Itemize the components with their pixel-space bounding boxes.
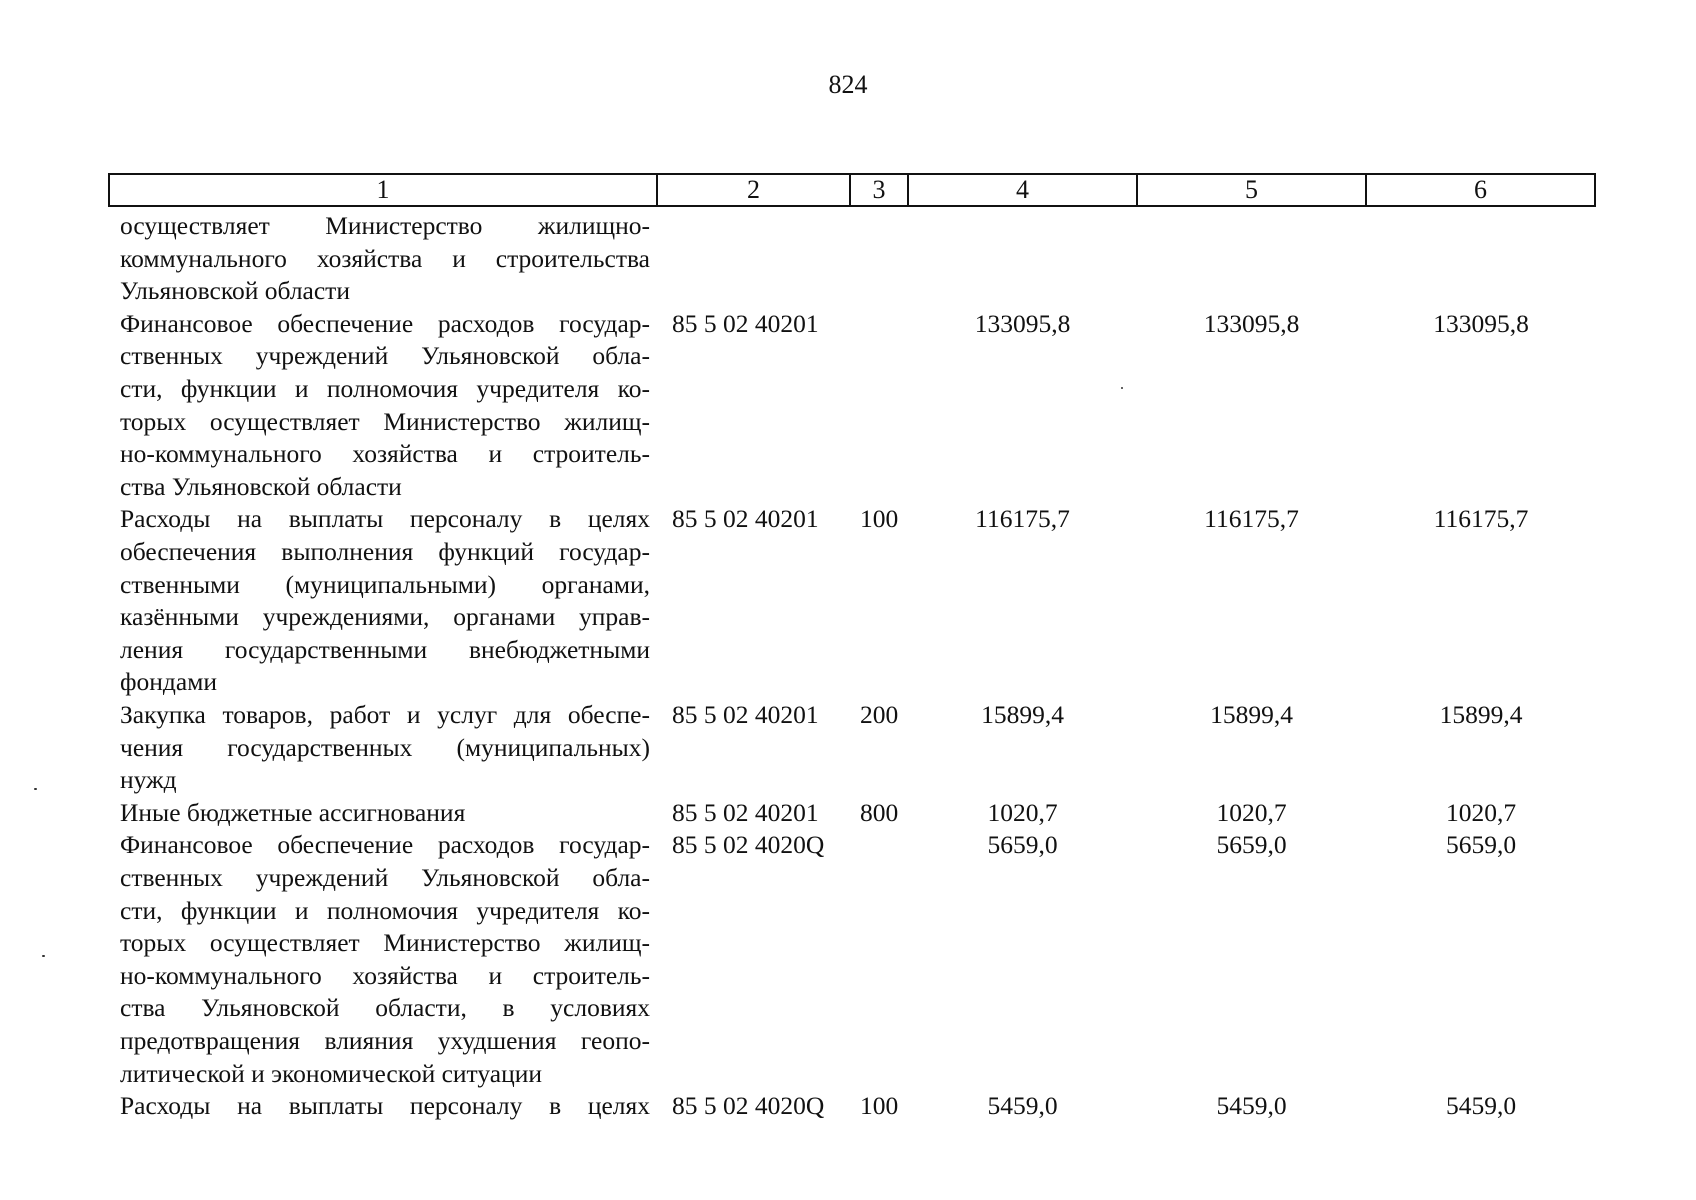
- row-description-line: обеспечения выполнения функций государ-: [120, 536, 650, 566]
- row-code: 85 5 02 4020Q: [672, 830, 825, 860]
- row-description-line: чения государственных (муниципальных): [120, 732, 650, 762]
- row-description: [120, 1090, 650, 1123]
- row-value-col5: 116175,7: [1204, 504, 1299, 534]
- table-row: [0, 210, 1696, 308]
- row-description-line: Финансовое обеспечение расходов государ-: [120, 308, 650, 338]
- header-col-3: 3: [851, 175, 909, 205]
- row-value-col4: 116175,7: [975, 504, 1070, 534]
- row-value-col4: 5459,0: [987, 1091, 1058, 1121]
- row-code: 85 5 02 4020Q: [672, 1091, 825, 1121]
- row-description-line: сти, функции и полномочия учредителя ко-: [120, 373, 650, 403]
- row-description: [120, 503, 650, 699]
- row-description-line: Финансовое обеспечение расходов государ-: [120, 830, 650, 860]
- row-description: [120, 308, 650, 504]
- row-description-line: сти, функции и полномочия учредителя ко-: [120, 895, 650, 925]
- row-value-col6: 116175,7: [1433, 504, 1529, 534]
- row-description: [120, 797, 650, 830]
- row-description: [120, 829, 650, 1090]
- row-description-line: торых осуществляет Министерство жилищ-: [120, 406, 650, 436]
- row-value-col5: 1020,7: [1216, 797, 1287, 827]
- header-col-4: 4: [909, 175, 1138, 205]
- row-description-line: ления государственными внебюджетными: [120, 634, 650, 664]
- header-col-1: 1: [110, 175, 658, 205]
- row-value-col4: 1020,7: [987, 797, 1058, 827]
- page-number: 824: [828, 70, 868, 99]
- table-row: [0, 829, 1696, 1090]
- scan-speck: [1121, 387, 1123, 389]
- row-description-line: ства Ульяновской области, в условиях: [120, 993, 650, 1023]
- row-description-line: казёнными учреждениями, органами управ-: [120, 602, 650, 632]
- row-description-line: осуществляет Министерство жилищно-: [120, 211, 650, 240]
- row-code: 85 5 02 40201: [672, 700, 819, 729]
- row-expense-type: 100: [860, 504, 899, 534]
- row-description-line: ственных учреждений Ульяновской обла-: [120, 341, 650, 371]
- row-value-col6: 15899,4: [1439, 700, 1523, 729]
- row-description-line: ственными (муниципальными) органами,: [120, 569, 650, 599]
- row-expense-type: 200: [860, 700, 899, 729]
- row-description-line: но-коммунального хозяйства и строитель-: [120, 960, 650, 990]
- table-row: [0, 503, 1696, 699]
- row-expense-type: 800: [860, 797, 899, 827]
- row-value-col5: 133095,8: [1203, 308, 1300, 338]
- row-description-line: нужд: [120, 765, 177, 795]
- row-description-line: Расходы на выплаты персоналу в целях: [120, 1091, 650, 1121]
- row-value-col4: 15899,4: [981, 700, 1064, 729]
- row-description-line: Закупка товаров, работ и услуг для обеспе-: [120, 700, 650, 729]
- row-description-line: литической и экономической ситуации: [120, 1058, 543, 1088]
- row-value-col5: 15899,4: [1210, 700, 1293, 729]
- row-description-line: Расходы на выплаты персоналу в целях: [120, 504, 650, 534]
- row-code: 85 5 02 40201: [672, 308, 819, 338]
- row-value-col5: 5659,0: [1216, 830, 1287, 860]
- table-row: [0, 797, 1696, 830]
- row-value-col6: 5459,0: [1445, 1091, 1517, 1121]
- row-value-col5: 5459,0: [1216, 1091, 1287, 1121]
- row-code: 85 5 02 40201: [672, 504, 819, 534]
- row-description: [120, 699, 650, 797]
- row-value-col6: 133095,8: [1433, 308, 1529, 338]
- row-description-line: ства Ульяновской области: [120, 471, 402, 501]
- header-col-6: 6: [1474, 175, 1487, 204]
- row-description-line: фондами: [120, 667, 217, 697]
- header-col-2: 2: [658, 175, 851, 205]
- row-description-line: торых осуществляет Министерство жилищ-: [120, 928, 650, 958]
- table-row: [0, 699, 1696, 797]
- row-description-line: ственных учреждений Ульяновской обла-: [120, 862, 650, 892]
- row-description-line: Ульяновской области: [120, 276, 350, 306]
- row-description: [120, 210, 650, 308]
- row-description-line: предотвращения влияния ухудшения геопо-: [120, 1025, 650, 1055]
- row-value-col6: 1020,7: [1445, 797, 1517, 827]
- scan-speck: [42, 955, 45, 957]
- row-code: 85 5 02 40201: [672, 797, 819, 827]
- row-expense-type: 100: [860, 1091, 899, 1121]
- scan-speck: [34, 788, 37, 790]
- table-row: [0, 1090, 1696, 1123]
- row-description-line: но-коммунального хозяйства и строитель-: [120, 439, 650, 469]
- row-value-col4: 133095,8: [974, 308, 1071, 338]
- table-row: [0, 308, 1696, 504]
- row-value-col6: 5659,0: [1445, 830, 1517, 860]
- row-value-col4: 5659,0: [987, 830, 1058, 860]
- row-description-line: Иные бюджетные ассигнования: [120, 797, 466, 827]
- row-description-line: коммунального хозяйства и строительства: [120, 243, 650, 273]
- header-col-5: 5: [1138, 175, 1367, 205]
- table-header-row: [108, 173, 1596, 207]
